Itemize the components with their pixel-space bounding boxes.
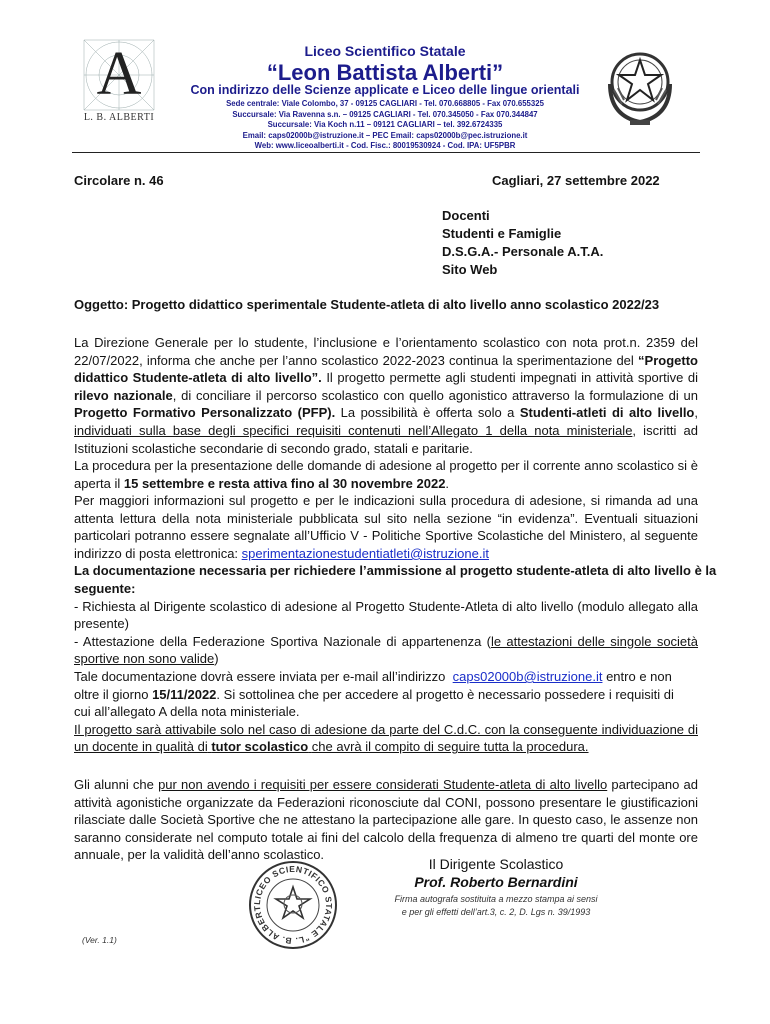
signature-role: Il Dirigente Scolastico (428, 856, 564, 872)
school-logo (74, 38, 164, 128)
paragraph-line: Per maggiori informazioni sul progetto e per le indicazioni sulla procedura di adesione, si rimanda ad una (74, 493, 698, 508)
paragraph-line: La Direzione Generale per lo studente, l’inclusione e l’orientamento scolastico con nota prot.n. 2359 del (74, 335, 698, 350)
republic-emblem (604, 44, 676, 128)
address-line: Succursale: Via Ravenna s.n. – 09125 CAGLIARI - Tel. 070.345050 - Fax 070.344847 (232, 109, 538, 119)
subject-line: Oggetto: Progetto didattico sperimentale Studente-atleta di alto livello anno scolastico 2022/23 (74, 297, 660, 312)
paragraph-line: aperta il 15 settembre e resta attiva fino al 30 novembre 2022. (74, 475, 450, 491)
list-item: sportive non sono valide) (74, 651, 219, 667)
school-name: “Leon Battista Alberti” (266, 60, 504, 85)
signature-note: Firma autografa sostituita a mezzo stampa ai sensi (394, 894, 598, 904)
list-item: - Richiesta al Dirigente scolastico di adesione al Progetto Studente-Atleta di alto livello (modulo allegato alla (74, 598, 698, 614)
paragraph-line: particolari potranno essere segnalate all’Ufficio V - Politiche Sportive Scolastiche del Ministero, al seguente (74, 528, 698, 544)
circular-date: Cagliari, 27 settembre 2022 (492, 173, 660, 188)
paragraph-line: individuati sulla base degli specifici requisiti contenuti nell’Allegato 1 della nota ministeriale, iscritti ad (74, 423, 698, 438)
contact-line: Email: caps02000b@istruzione.it – PEC Email: caps02000b@pec.istruzione.it (242, 130, 528, 140)
paragraph-line: rilevo nazionale, di conciliare il percorso scolastico con quello agonistico attraverso la formulazione di un (74, 387, 698, 403)
paragraph-line: un docente in qualità di tutor scolastico che avrà il compito di seguire tutta la procedura. (74, 739, 589, 755)
paragraph-line: attività agonistiche organizzate da Federazioni riconosciute dal CONI, possono presentare le giustificazioni (74, 794, 698, 810)
paragraph-line: indirizzo di posta elettronica: sperimentazionestudentiatleti@istruzione.it (74, 545, 489, 561)
paragraph-line: Progetto Formativo Personalizzato (PFP). La possibilità è offerta solo a Studenti-atleti di alto livello, (74, 405, 698, 421)
list-item: presente) (74, 616, 129, 632)
logo-initial: A (96, 40, 142, 108)
documentation-heading: La documentazione necessaria per richiedere l’ammissione al progetto studente-atleta di alto livello è la (74, 563, 717, 579)
address-line: Succursale: Via Koch n.11 – 09121 CAGLIARI – tel. 392.6724335 (267, 120, 503, 130)
documentation-heading: seguente: (74, 581, 136, 596)
logo-caption: L. B. ALBERTI (83, 112, 155, 123)
paragraph-line: La procedura per la presentazione delle domande di adesione al progetto per il corrente anno scolastico si è (74, 458, 698, 473)
document-version: (Ver. 1.1) (82, 935, 117, 945)
paragraph-line: Tale documentazione dovrà essere inviata per e-mail all’indirizzo caps02000b@istruzione.it entro e non (74, 669, 672, 684)
svg-text:LICEO SCIENTIFICO STATALE "L.: LICEO SCIENTIFICO STATALE "L. B. ALBERT (251, 863, 335, 947)
school-subtitle: Con indirizzo delle Scienze applicate e Liceo delle lingue orientali (190, 83, 580, 97)
paragraph-line: annuale, per la validità dell’anno scolastico. (74, 847, 325, 863)
paragraph-line: Gli alunni che pur non avendo i requisiti per essere considerati Studente-atleta di alto livello partecipano ad (74, 777, 698, 792)
ministry-email-link[interactable]: sperimentazionestudentiatleti@istruzione.it (241, 545, 489, 561)
contact-line: Web: www.liceoalberti.it - Cod. Fisc.: 80019530924 - Cod. IPA: UF5PBR (254, 141, 516, 151)
school-email-link[interactable]: caps02000b@istruzione.it (452, 669, 603, 684)
recipient: Sito Web (442, 262, 498, 277)
school-seal-stamp (248, 860, 338, 950)
paragraph-line: 22/07/2022, informa che anche per l’anno scolastico 2022-2023 continua la sperimentazione del “Progetto (74, 352, 698, 368)
paragraph-line: attenta lettura della nota ministeriale pubblicata sul sito nella sezione “in evidenza”. Eventuali situazioni (74, 510, 698, 526)
header-divider (72, 152, 700, 153)
list-item: - Attestazione della Federazione Sportiva Nazionale di appartenenza (le attestazioni delle singole società (74, 633, 699, 649)
signature-note: e per gli effetti dell’art.3, c. 2, D. Lgs n. 39/1993 (401, 907, 591, 917)
paragraph-line: cui all’allegato A della nota ministeriale. (74, 704, 300, 720)
recipient: Studenti e Famiglie (442, 226, 562, 241)
recipient: Docenti (442, 208, 490, 223)
paragraph-line: didattico Studente-atleta di alto livello”. Il progetto permette agli studenti impegnati in attività sportive di (74, 370, 698, 386)
signature-name: Prof. Roberto Bernardini (414, 874, 578, 890)
paragraph-line: oltre il giorno 15/11/2022. Si sottolinea che per accedere al progetto è necessario possedere i requisiti di (74, 686, 674, 702)
address-line: Sede centrale: Viale Colombo, 37 - 09125 CAGLIARI - Tel. 070.668805 - Fax 070.655325 (226, 99, 544, 108)
paragraph-line: rilasciate dalle Società Sportive che ne attestano la partecipazione alle gare. In questo caso, le assenze non (74, 812, 698, 828)
circular-number: Circolare n. 46 (74, 173, 164, 188)
paragraph-line: saranno considerate nel computo totale ai fini del calcolo della frequenza di almeno tre quarti del monte ore (74, 829, 698, 845)
paragraph-line: Istituzioni scolastiche secondarie di secondo grado, statali e paritarie. (74, 440, 473, 456)
school-type: Liceo Scientifico Statale (304, 43, 466, 59)
recipient: D.S.G.A.- Personale A.T.A. (442, 244, 604, 259)
paragraph-line: Il progetto sarà attivabile solo nel caso di adesione da parte del C.d.C. con la conseguente individuazione di (74, 721, 698, 737)
